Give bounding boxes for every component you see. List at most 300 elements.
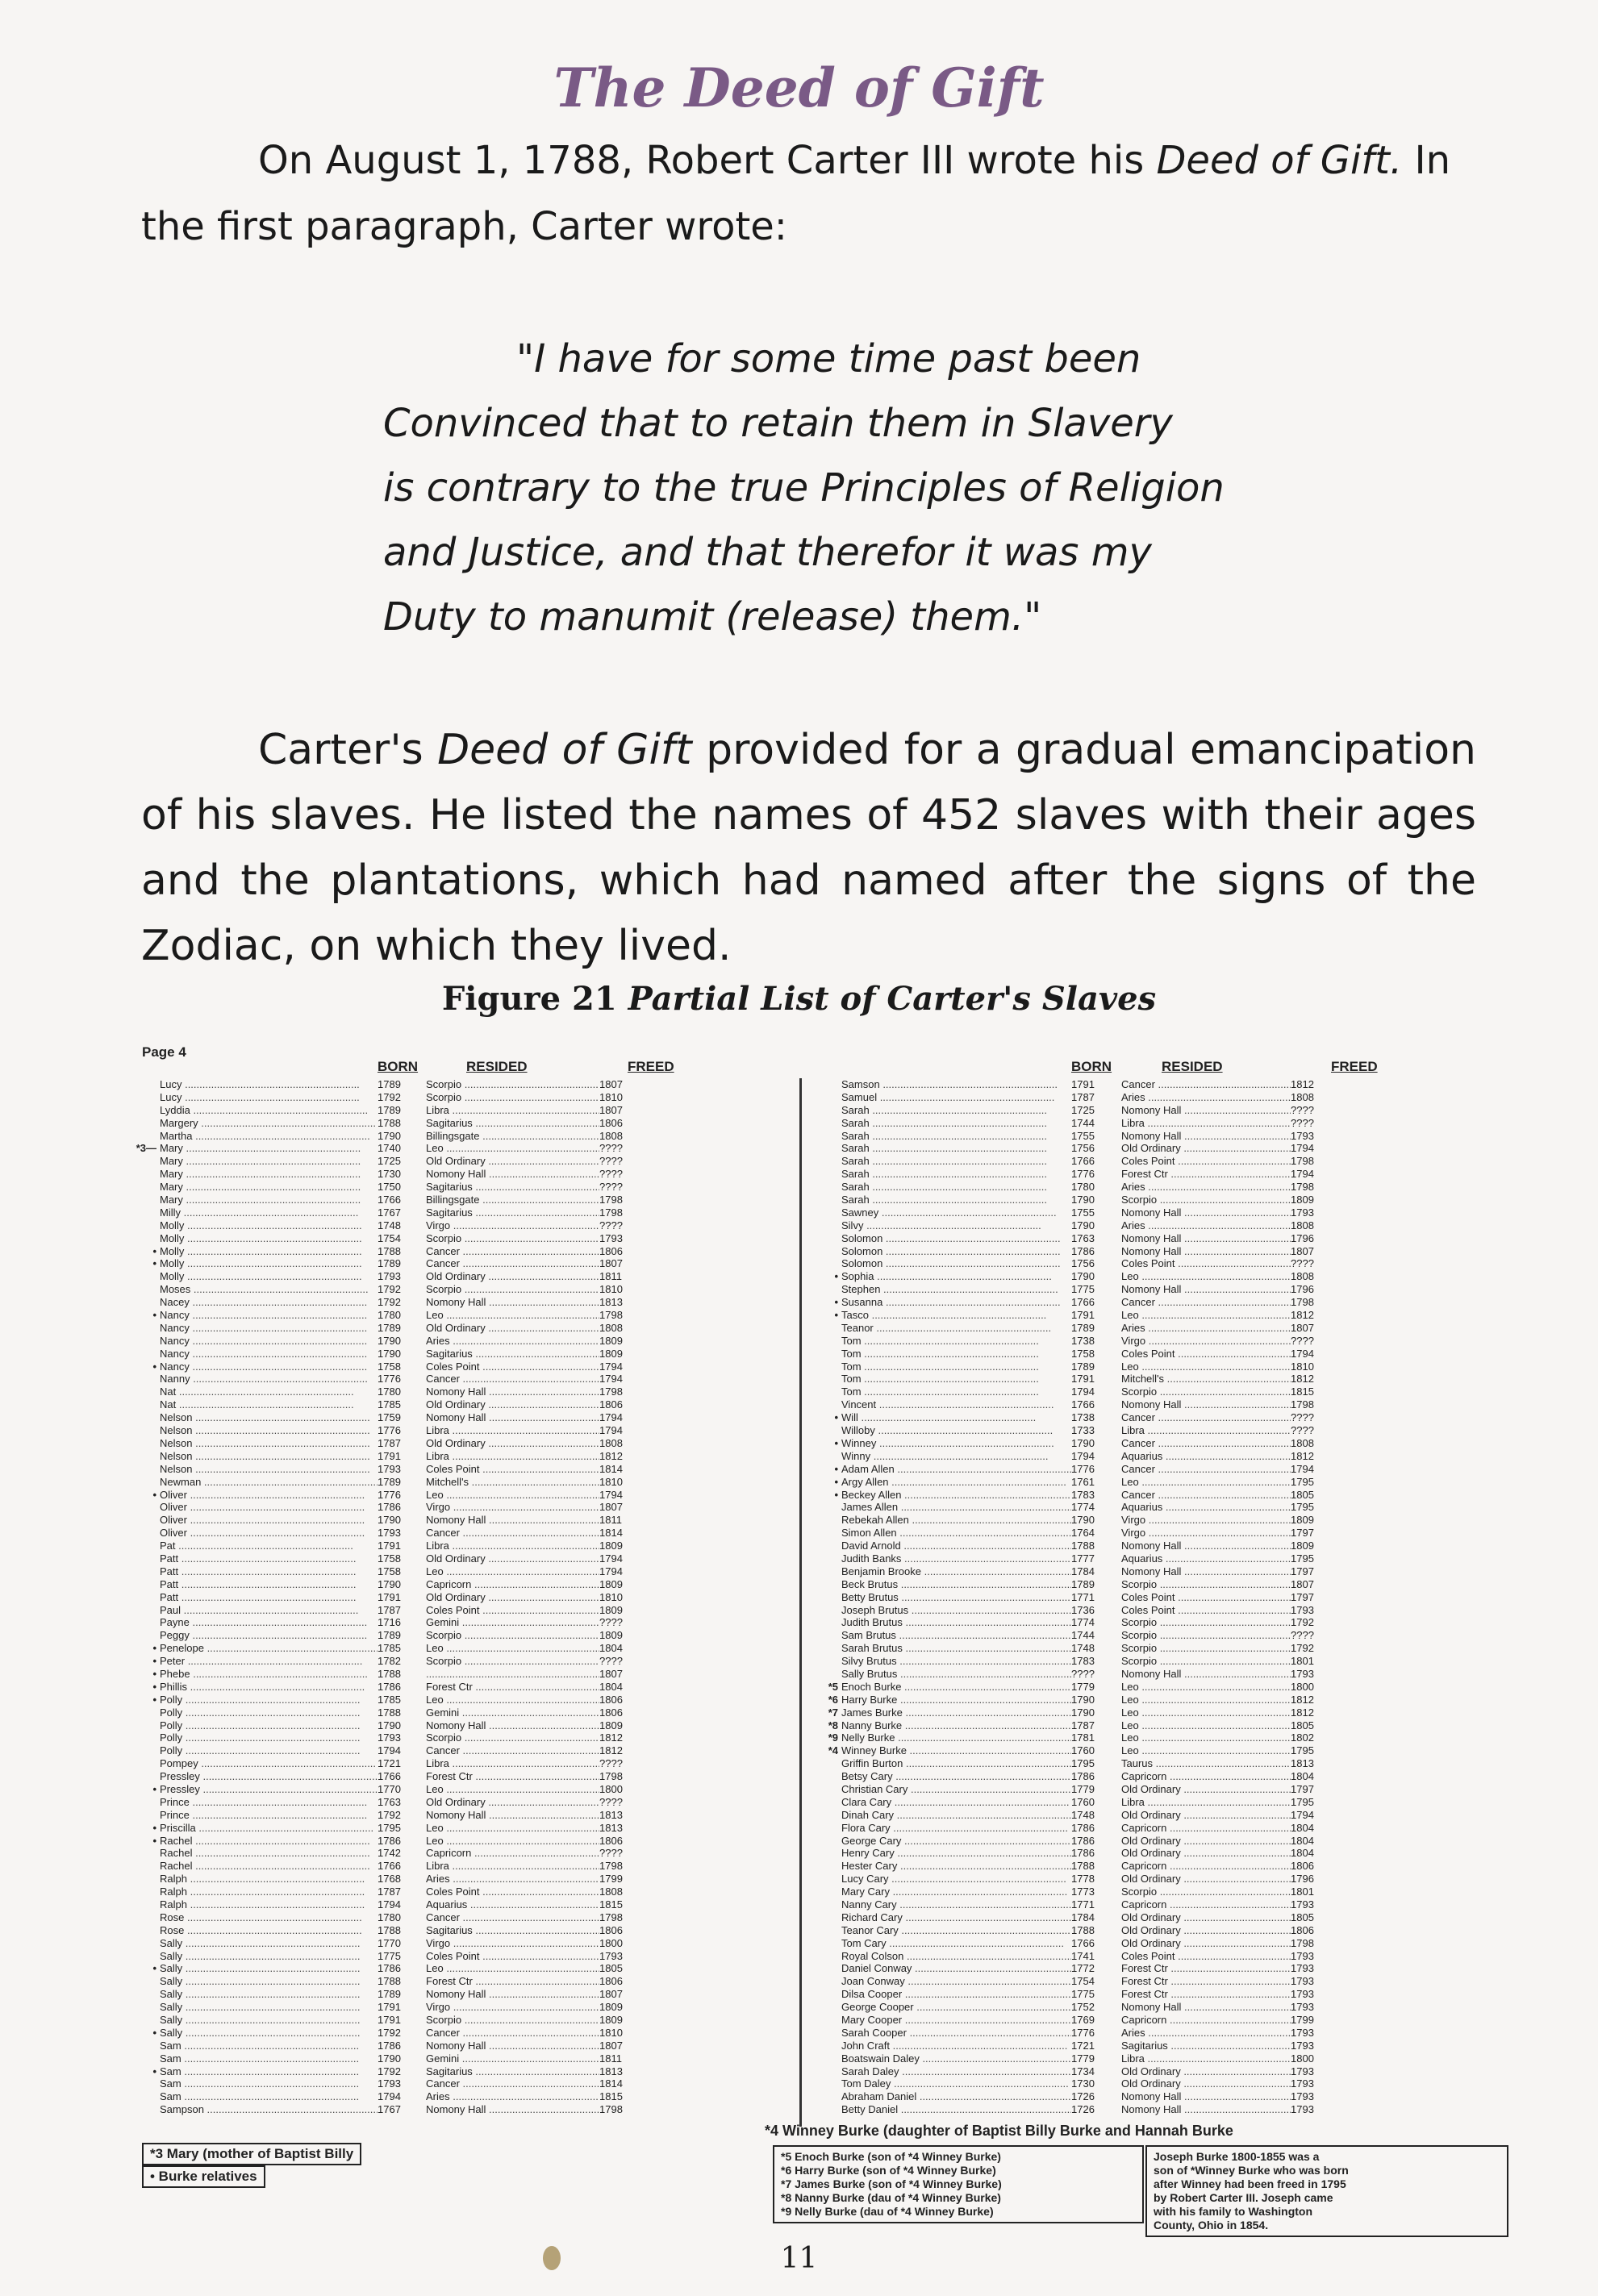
row-resided: Leo .....: [1121, 1270, 1291, 1283]
slave-list-row: [136, 1962, 773, 1975]
row-resided: Old Ordinary .....: [1121, 1937, 1291, 1950]
row-resided: Scorpio .....: [1121, 1616, 1291, 1629]
row-marker: [817, 1168, 841, 1181]
row-freed: ????: [599, 1616, 623, 1629]
row-marker: •: [152, 1360, 156, 1373]
slave-list-row: [817, 1309, 1491, 1322]
row-born: 1791: [378, 2001, 401, 2014]
children-note: [773, 2145, 1144, 2223]
row-freed: 1805: [1291, 1488, 1314, 1501]
row-name: George Cary .....: [841, 1835, 1071, 1848]
slave-list-row: [136, 1847, 773, 1860]
row-born: 1767: [378, 1206, 401, 1219]
row-marker: [817, 1361, 841, 1373]
row-marker: [817, 2014, 841, 2027]
row-name: Dilsa Cooper .....: [841, 1988, 1071, 2001]
row-freed: 1807: [1291, 1321, 1314, 1334]
row-resided: Aries .....: [1121, 1181, 1291, 1194]
row-name: Nat .....: [160, 1398, 378, 1411]
row-born: 1780: [378, 1386, 401, 1398]
row-name: Pat .....: [160, 1540, 378, 1552]
row-name: Molly .....: [160, 1232, 378, 1245]
row-resided: Virgo .....: [426, 2001, 599, 2014]
slave-list-row: [136, 1091, 773, 1104]
row-resided: Nomony Hall .....: [1121, 1398, 1291, 1411]
row-freed: 1793: [1291, 1898, 1314, 1911]
row-marker: [136, 1411, 160, 1424]
row-born: 1758: [378, 1552, 401, 1565]
row-resided: Aquarius .....: [426, 1898, 599, 1911]
row-born: 1780: [1071, 1181, 1095, 1194]
quote-line: Convinced that to retain them in Slavery: [383, 401, 1173, 446]
row-born: 1780: [378, 1911, 401, 1923]
row-freed: 1798: [1291, 1155, 1314, 1168]
row-born: 1766: [378, 1194, 401, 1206]
row-name: Nanny Burke .....: [841, 1719, 1071, 1732]
row-freed: 1812: [1291, 1309, 1314, 1322]
row-name: Molly .....: [160, 1245, 378, 1258]
row-marker: [817, 1206, 841, 1219]
slave-list-row: [817, 1873, 1491, 1886]
header-freed: FREED: [1331, 1059, 1378, 1074]
row-name: Mary .....: [160, 1181, 378, 1194]
row-marker: •: [152, 1834, 156, 1847]
row-born: 1787: [1071, 1719, 1095, 1731]
row-born: 1769: [1071, 2014, 1095, 2027]
row-born: 1786: [1071, 1821, 1095, 1834]
row-freed: 1810: [599, 1283, 623, 1296]
row-freed: 1807: [599, 1257, 623, 1270]
row-born: 1760: [1071, 1795, 1095, 1808]
row-freed: 1804: [1291, 1847, 1314, 1860]
row-name: Richard Cary .....: [841, 1911, 1071, 1924]
slave-list-row: [136, 1950, 773, 1963]
row-born: 1790: [378, 1577, 401, 1590]
row-marker: [136, 1078, 160, 1091]
row-freed: 1804: [599, 1680, 623, 1693]
row-resided: Nomony Hall .....: [1121, 1104, 1291, 1117]
row-name: Tom .....: [841, 1348, 1071, 1361]
slave-list-row: [136, 1924, 773, 1937]
row-born: 1771: [1071, 1898, 1095, 1911]
row-resided: Sagitarius .....: [426, 1181, 599, 1194]
row-freed: 1809: [1291, 1514, 1314, 1527]
row-born: 1764: [1071, 1527, 1095, 1540]
slave-list-row: [136, 1309, 773, 1322]
row-freed: 1798: [1291, 1398, 1314, 1411]
row-freed: 1794: [1291, 1142, 1314, 1155]
row-marker: [136, 1988, 160, 2001]
row-resided: Capricorn .....: [1121, 1770, 1291, 1783]
slave-list-row: [136, 1130, 773, 1143]
row-resided: Cancer .....: [426, 1911, 599, 1924]
slave-list-row: [136, 1411, 773, 1424]
row-name: Molly .....: [160, 1270, 378, 1283]
row-name: Samuel .....: [841, 1091, 1071, 1104]
slave-list-row: [136, 1694, 773, 1706]
quote-line: Duty to manumit (release) them.": [383, 594, 1042, 640]
row-marker: [136, 1527, 160, 1540]
row-marker: [817, 2065, 841, 2078]
slave-list-row: [817, 1731, 1491, 1744]
row-freed: 1796: [1291, 1231, 1314, 1244]
slave-list-row: [817, 1411, 1491, 1424]
row-freed: 1815: [599, 1898, 623, 1911]
slave-list-row: [136, 1181, 773, 1194]
row-freed: 1794: [1291, 1462, 1314, 1475]
row-resided: Libra .....: [426, 1540, 599, 1552]
row-marker: [136, 1706, 160, 1719]
slave-list-row: [817, 1962, 1491, 1975]
row-freed: 1811: [599, 1514, 622, 1527]
row-freed: ????: [1291, 1257, 1314, 1270]
row-born: 1789: [378, 1078, 401, 1090]
row-born: 1766: [1071, 1296, 1095, 1309]
slave-list-row: [817, 1886, 1491, 1898]
row-born: 1754: [378, 1231, 401, 1244]
row-born: 1754: [1071, 1975, 1095, 1988]
row-name: Martha .....: [160, 1130, 378, 1143]
row-resided: Cancer .....: [1121, 1489, 1291, 1502]
row-marker: [817, 1873, 841, 1886]
row-marker: •: [834, 1270, 838, 1283]
row-resided: Scorpio .....: [426, 1232, 599, 1245]
row-resided: Coles Point .....: [1121, 1604, 1291, 1617]
slave-list-row: [817, 1476, 1491, 1489]
slave-list-row: [136, 1719, 773, 1732]
row-born: 1774: [1071, 1616, 1095, 1629]
row-marker: [817, 1540, 841, 1552]
slave-list-row: [817, 2065, 1491, 2078]
row-name: Mary .....: [160, 1194, 378, 1206]
row-freed: 1807: [599, 2039, 623, 2052]
row-born: 1786: [378, 1680, 401, 1693]
slave-list-row: [136, 1552, 773, 1565]
row-born: 1744: [1071, 1629, 1095, 1642]
row-resided: Nomony Hall .....: [1121, 1245, 1291, 1258]
slave-list-row: [817, 2090, 1491, 2103]
row-freed: 1804: [1291, 1821, 1314, 1834]
slave-list-row: [136, 1424, 773, 1437]
row-born: 1794: [378, 1744, 401, 1757]
quote-line: and Justice, and that therefor it was my: [383, 530, 1152, 575]
intro-text-before: On August 1, 1788, Robert Carter III wrote his: [258, 138, 1157, 183]
row-born: 1783: [1071, 1655, 1095, 1668]
row-resided: Forest Ctr .....: [1121, 1962, 1291, 1975]
row-marker: •: [152, 1309, 156, 1322]
row-name: Christian Cary .....: [841, 1783, 1071, 1796]
row-freed: 1805: [599, 1962, 623, 1975]
row-freed: 1794: [599, 1373, 623, 1386]
row-resided: Cancer .....: [426, 1257, 599, 1270]
row-resided: Forest Ctr .....: [1121, 1975, 1291, 1988]
row-resided: Old Ordinary .....: [1121, 1809, 1291, 1822]
row-name: Sam .....: [160, 2090, 378, 2103]
slave-list-row: [817, 1181, 1491, 1194]
note-line: by Robert Carter III. Joseph came: [1154, 2191, 1333, 2204]
row-name: Lucy .....: [160, 1091, 378, 1104]
row-name: Winney .....: [841, 1437, 1071, 1450]
row-name: Adam Allen .....: [841, 1463, 1071, 1476]
row-marker: [817, 1424, 841, 1437]
slave-list-row: [817, 1668, 1491, 1681]
row-marker: [136, 1437, 160, 1450]
row-resided: Capricorn .....: [1121, 1822, 1291, 1835]
page-number: 11: [780, 2242, 818, 2275]
row-resided: Scorpio .....: [426, 1629, 599, 1642]
row-resided: Nomony Hall .....: [426, 2103, 599, 2116]
row-marker: [136, 1206, 160, 1219]
row-marker: [136, 1091, 160, 1104]
row-born: 1789: [378, 1321, 401, 1334]
row-resided: Old Ordinary .....: [426, 1322, 599, 1335]
row-resided: Scorpio .....: [426, 1078, 599, 1091]
row-resided: Scorpio .....: [426, 1731, 599, 1744]
slave-list-row: [817, 1194, 1491, 1206]
slave-list-row: [817, 2103, 1491, 2116]
row-resided: Cancer .....: [1121, 1078, 1291, 1091]
row-resided: Coles Point .....: [1121, 1155, 1291, 1168]
slave-list-row: [136, 2103, 773, 2116]
row-resided: Cancer .....: [426, 2027, 599, 2040]
row-marker: [817, 1757, 841, 1770]
slave-list-row: [136, 1629, 773, 1642]
row-born: 1790: [1071, 1270, 1095, 1283]
row-resided: Cancer .....: [426, 1527, 599, 1540]
row-name: Phillis .....: [160, 1681, 378, 1694]
row-resided: Leo .....: [1121, 1681, 1291, 1694]
slave-list-row: [817, 1463, 1491, 1476]
row-name: Nanny .....: [160, 1373, 378, 1386]
slave-list-row: [136, 1668, 773, 1681]
row-marker: [817, 1860, 841, 1873]
row-born: 1788: [378, 1706, 401, 1719]
column-header: [817, 1059, 1491, 1077]
row-name: Sally .....: [160, 1950, 378, 1963]
row-marker: [817, 1078, 841, 1091]
row-name: Newman .....: [160, 1476, 378, 1489]
row-freed: 1793: [1291, 2103, 1314, 2116]
row-freed: 1810: [599, 1475, 623, 1488]
row-freed: 1795: [1291, 1501, 1314, 1514]
slave-list-row: [136, 1822, 773, 1835]
right-column: [817, 1059, 1491, 2116]
row-name: Daniel Conway .....: [841, 1962, 1071, 1975]
row-name: Polly .....: [160, 1694, 378, 1706]
slave-list-row: [136, 1860, 773, 1873]
row-resided: Sagitarius .....: [426, 1206, 599, 1219]
row-freed: 1806: [599, 1834, 623, 1847]
row-freed: 1795: [1291, 1744, 1314, 1757]
row-resided: Aries .....: [426, 2090, 599, 2103]
row-name: Nancy .....: [160, 1335, 378, 1348]
row-born: 1790: [1071, 1706, 1095, 1719]
row-resided: Cancer .....: [426, 2077, 599, 2090]
row-born: 1776: [1071, 2026, 1095, 2039]
row-freed: 1794: [1291, 1808, 1314, 1821]
row-name: Dinah Cary .....: [841, 1809, 1071, 1822]
row-name: James Burke .....: [841, 1706, 1071, 1719]
row-resided: Virgo .....: [1121, 1335, 1291, 1348]
row-born: 1738: [1071, 1411, 1095, 1424]
row-name: Hester Cary .....: [841, 1860, 1071, 1873]
row-marker: •: [834, 1475, 838, 1488]
row-resided: Old Ordinary .....: [426, 1591, 599, 1604]
row-marker: [817, 1655, 841, 1668]
slave-list-row: [817, 1348, 1491, 1361]
row-resided: Capricorn .....: [426, 1578, 599, 1591]
slave-list-row: [136, 2090, 773, 2103]
row-freed: 1793: [1291, 2065, 1314, 2077]
row-born: 1784: [1071, 1911, 1095, 1923]
figure-page-label: Page 4: [142, 1044, 186, 1060]
row-name: Vincent .....: [841, 1398, 1071, 1411]
slave-list-row: [136, 1489, 773, 1502]
slave-list-row: [136, 1270, 773, 1283]
row-marker: [136, 1463, 160, 1476]
row-born: 1766: [378, 1860, 401, 1873]
row-name: Molly .....: [160, 1257, 378, 1270]
slave-list-row: [136, 1348, 773, 1361]
row-freed: 1812: [599, 1744, 623, 1757]
row-name: Sawney .....: [841, 1206, 1071, 1219]
row-born: 1789: [378, 1629, 401, 1642]
row-marker: [136, 1373, 160, 1386]
slave-list-row: [136, 2052, 773, 2065]
slave-list-row: [817, 1783, 1491, 1796]
row-marker: [136, 1860, 160, 1873]
row-born: 1721: [378, 1757, 401, 1770]
para2-text-before: Carter's: [258, 726, 438, 774]
row-marker: •: [152, 1962, 156, 1975]
row-name: Nancy .....: [160, 1322, 378, 1335]
row-freed: 1806: [599, 1244, 623, 1257]
row-name: Solomon .....: [841, 1257, 1071, 1270]
row-born: 1794: [378, 2090, 401, 2103]
row-resided: Aquarius .....: [1121, 1450, 1291, 1463]
row-born: 1789: [1071, 1577, 1095, 1590]
row-name: Stephen .....: [841, 1283, 1071, 1296]
row-resided: Sagitarius .....: [426, 1924, 599, 1937]
row-marker: [817, 1398, 841, 1411]
row-freed: 1809: [599, 1540, 623, 1552]
row-resided: Forest Ctr .....: [1121, 1988, 1291, 2001]
row-freed: 1808: [599, 1886, 623, 1898]
row-freed: 1793: [599, 1949, 623, 1962]
slave-list-row: [136, 1335, 773, 1348]
row-born: 1792: [378, 2026, 401, 2039]
row-born: 1788: [1071, 1923, 1095, 1936]
row-resided: Nomony Hall .....: [1121, 2090, 1291, 2103]
slave-list-figure: [127, 1044, 1499, 2231]
row-born: 1790: [378, 1334, 401, 1347]
row-born: ????: [1071, 1667, 1095, 1680]
row-freed: 1808: [1291, 1270, 1314, 1283]
slave-list-row: [817, 1552, 1491, 1565]
row-marker: [136, 1757, 160, 1770]
row-name: Henry Cary .....: [841, 1847, 1071, 1860]
slave-list-row: [817, 1489, 1491, 1502]
row-born: 1787: [378, 1886, 401, 1898]
row-resided: Old Ordinary .....: [1121, 1873, 1291, 1886]
row-resided: Scorpio .....: [1121, 1886, 1291, 1898]
slave-list-row: [817, 1898, 1491, 1911]
row-marker: •: [152, 1680, 156, 1693]
row-freed: 1795: [1291, 1795, 1314, 1808]
row-resided: Coles Point .....: [1121, 1950, 1291, 1963]
row-freed: ????: [599, 1155, 623, 1168]
header-born: BORN: [378, 1059, 419, 1074]
row-born: 1791: [378, 2014, 401, 2027]
row-marker: [136, 1117, 160, 1130]
row-name: Sampson .....: [160, 2103, 378, 2116]
para2-text-after: provided for a gradual emancipation of his slaves. He listed the names of 452 slaves with their ages and the plantations, which had named after the signs of the Zodiac, on which they lived.: [141, 726, 1476, 970]
row-marker: *7: [828, 1706, 838, 1719]
row-marker: [817, 1501, 841, 1514]
row-resided: Old Ordinary .....: [1121, 1835, 1291, 1848]
row-name: Silvy Brutus .....: [841, 1655, 1071, 1668]
row-freed: 1810: [599, 1090, 623, 1103]
row-freed: 1800: [1291, 1680, 1314, 1693]
row-name: Tom .....: [841, 1386, 1071, 1398]
note-line: son of *Winney Burke who was born: [1154, 2164, 1349, 2177]
row-name: Sarah .....: [841, 1181, 1071, 1194]
row-name: Polly .....: [160, 1706, 378, 1719]
row-name: Sam .....: [160, 2077, 378, 2090]
row-resided: Gemini .....: [426, 2052, 599, 2065]
row-freed: 1800: [1291, 2052, 1314, 2065]
row-born: 1772: [1071, 1962, 1095, 1975]
row-freed: 1809: [1291, 1194, 1314, 1206]
row-born: 1726: [1071, 2090, 1095, 2103]
row-freed: 1800: [599, 1936, 623, 1949]
row-born: 1726: [1071, 2103, 1095, 2116]
row-name: Moses .....: [160, 1283, 378, 1296]
row-freed: 1798: [599, 1860, 623, 1873]
row-born: 1760: [1071, 1744, 1095, 1757]
note-line: *6 Harry Burke (son of *4 Winney Burke): [781, 2164, 996, 2177]
slave-list-row: [136, 1514, 773, 1527]
row-marker: [136, 1348, 160, 1361]
row-marker: [136, 1719, 160, 1732]
row-resided: Old Ordinary .....: [1121, 2065, 1291, 2078]
row-born: 1790: [1071, 1693, 1095, 1706]
row-resided: Scorpio .....: [1121, 1386, 1291, 1398]
row-resided: Virgo .....: [426, 1937, 599, 1950]
row-born: 1786: [1071, 1847, 1095, 1860]
row-resided: Cancer .....: [426, 1245, 599, 1258]
row-freed: 1801: [1291, 1886, 1314, 1898]
note-line: with his family to Washington: [1154, 2205, 1313, 2218]
row-resided: Forest Ctr .....: [426, 1975, 599, 1988]
slave-list-row: [136, 1232, 773, 1245]
slave-list-row: [817, 1527, 1491, 1540]
row-born: 1781: [1071, 1731, 1095, 1744]
row-born: 1787: [378, 1436, 401, 1449]
slave-list-row: [817, 1501, 1491, 1514]
row-born: 1785: [378, 1693, 401, 1706]
slave-list-row: [817, 1245, 1491, 1258]
row-freed: 1793: [1291, 1949, 1314, 1962]
row-name: Simon Allen .....: [841, 1527, 1071, 1540]
row-marker: [817, 1155, 841, 1168]
row-freed: 1794: [599, 1360, 623, 1373]
row-resided: Nomony Hall .....: [1121, 2103, 1291, 2116]
row-freed: 1807: [599, 1501, 623, 1514]
row-name: Mary .....: [160, 1155, 378, 1168]
row-name: Winny .....: [841, 1450, 1071, 1463]
row-marker: [136, 1731, 160, 1744]
